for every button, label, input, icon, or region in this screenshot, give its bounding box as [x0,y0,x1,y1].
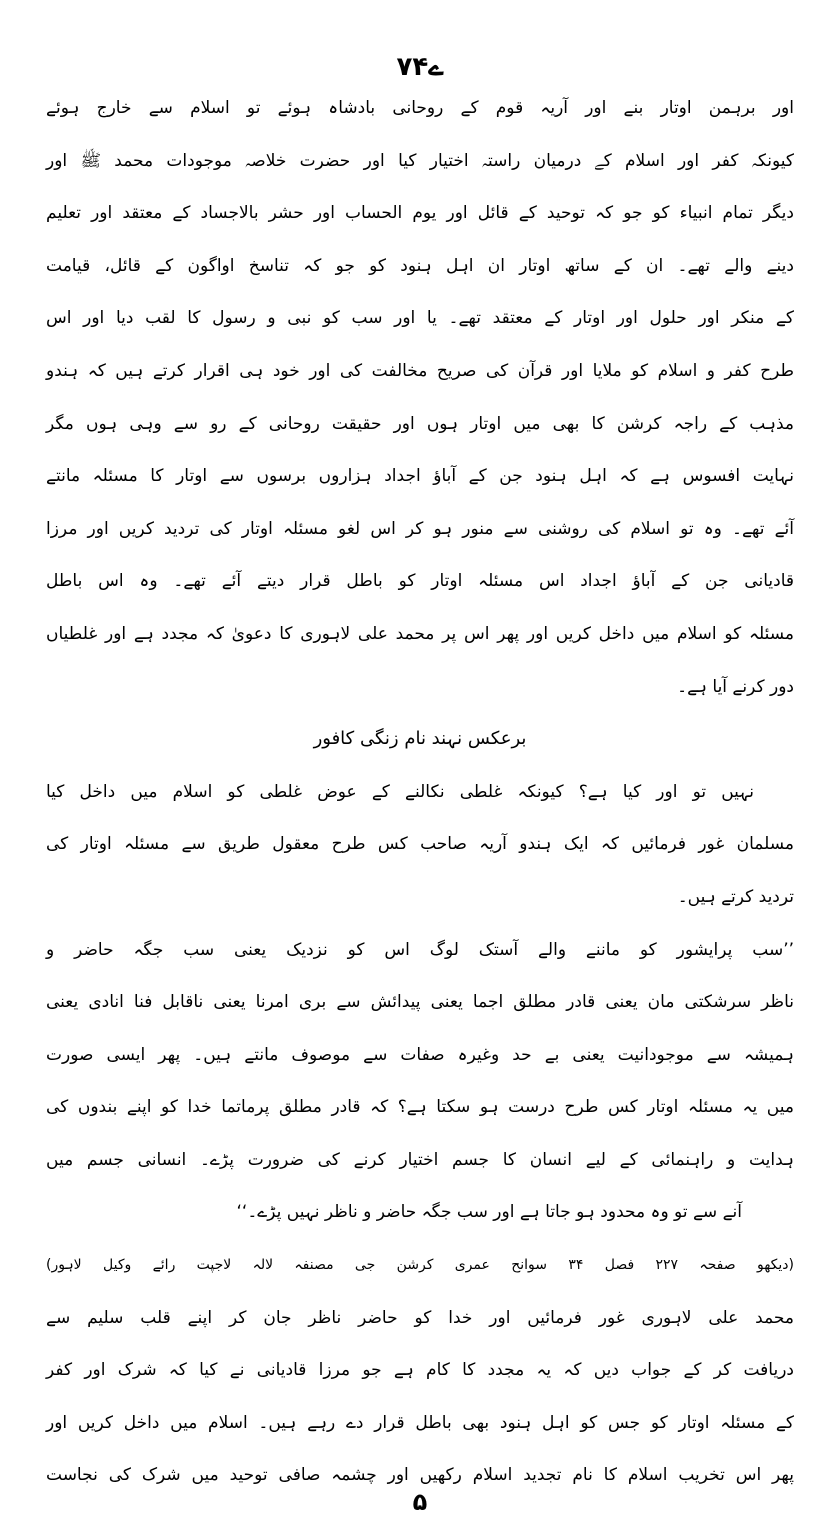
text-line: دریافت کر کے جواب دیں کہ یہ مجدد کا کام ہے جو مرزا قادیانی نے کیا کہ شرک اور کفر [46,1360,794,1381]
quote-line: ’’سب پرایشور کو ماننے والے آستک لوگ اس کو نزدیک یعنی سب جگہ حاضر و [46,939,794,960]
quote-line: ہمیشہ سے موجودانیت یعنی بے حد وغیرہ صفات سے موصوف مانتے ہیں۔ پھر ایسی صورت [46,1044,794,1065]
text-line: دیگر تمام انبیاء کو جو کہ توحید کے قائل اور یوم الحساب اور حشر بالاجساد کے معتقد اور تعلیم [46,203,794,224]
text-line: دور کرنے آیا ہے۔ [677,676,794,697]
quote-line: میں یہ مسئلہ اوتار کس طرح درست ہو سکتا ہے؟ کہ قادر مطلق پرماتما خدا کو اپنے بندوں کی [46,1097,794,1118]
quote-line: ناظر سرشکتی مان یعنی قادر مطلق اجما یعنی پیدائش سے بری امرنا یعنی ناقابل فنا انادی یعنی [46,992,794,1013]
text-line: پھر اس تخریب اسلام کا نام تجدید اسلام رکھیں اور چشمہ صافی توحید میں شرک کی نجاست [46,1465,794,1486]
section-heading: برعکس نہند نام زنگی کافور [313,728,527,750]
header-page-mark: ے۷۴ [396,52,444,82]
text-line: نہیں تو اور کیا ہے؟ کیونکہ غلطی نکالنے کے عوض غلطی کو اسلام میں داخل کیا [46,781,754,802]
text-line: کیونکہ کفر اور اسلام کے درمیان راستہ اختیار کیا اور حضرت خلاصہ موجودات محمد ﷺ اور [46,150,794,171]
text-line: کے منکر اور حلول اور اوتار کے معتقد تھے۔ یا اور سب کو نبی و رسول کا لقب دیا اور اس [46,308,794,329]
citation: (دیکھو صفحہ ۲۲۷ فصل ۳۴ سوانح عمری کرشن جی مصنفہ لالہ لاجپت رائے وکیل لاہور) [46,1257,794,1274]
text-line: مسئلہ کو اسلام میں داخل کریں اور پھر اس پر محمد علی لاہوری کا دعویٰ کہ مجدد ہے اور غلطیاں [46,623,794,644]
page-number: ۵ [412,1488,428,1516]
page-body [46,82,794,1502]
quote-line: آنے سے تو وہ محدود ہو جاتا ہے اور سب جگہ حاضر و ناظر نہیں پڑے۔‘‘ [236,1202,742,1223]
quote-line: ہدایت و راہنمائی کے لیے انسان کا جسم اختیار کرنے کی ضرورت پڑے۔ انسانی جسم میں [46,1149,794,1170]
text-line: دینے والے تھے۔ ان کے ساتھ اوتار ان اہل ہنود کو جو کہ تناسخ اواگون کے قائل، قیامت [46,255,794,276]
text-line: طرح کفر و اسلام کو ملایا اور قرآن کی صریح مخالفت کی اور خود ہی اقرار کرتے ہیں کہ ہندو [46,360,794,381]
text-line: نہایت افسوس ہے کہ اہل ہنود جن کے آباؤ اجداد ہزاروں برسوں سے اوتار کا مسئلہ مانتے [46,466,794,487]
text-line: قادیانی جن کے آباؤ اجداد اس مسئلہ اوتار کو باطل قرار دیتے آئے تھے۔ وہ اس باطل [46,571,794,592]
text-line: کے مسئلہ اوتار کو جس کو اہل ہنود بھی باطل قرار دے رہے ہیں۔ اسلام میں داخل کریں اور [46,1412,794,1433]
text-line: تردید کرتے ہیں۔ [677,886,794,907]
text-line: مسلمان غور فرمائیں کہ ایک ہندو آریہ صاحب کس طرح معقول طریق سے مسئلہ اوتار کی [46,834,794,855]
text-line: اور برہمن اوتار بنے اور آریہ قوم کے روحانی بادشاہ ہوئے تو اسلام سے خارج ہوئے [46,98,794,118]
text-line: آئے تھے۔ وہ تو اسلام کی روشنی سے منور ہو کر اس لغو مسئلہ اوتار کی تردید کریں اور مرزا [46,518,794,539]
text-line: مذہب کے راجہ کرشن کا بھی میں اوتار ہوں اور حقیقت روحانی کے رو سے وہی ہوں مگر [46,413,794,434]
text-line: محمد علی لاہوری غور فرمائیں اور خدا کو حاضر ناظر جان کر اپنے قلب سلیم سے [46,1307,794,1328]
